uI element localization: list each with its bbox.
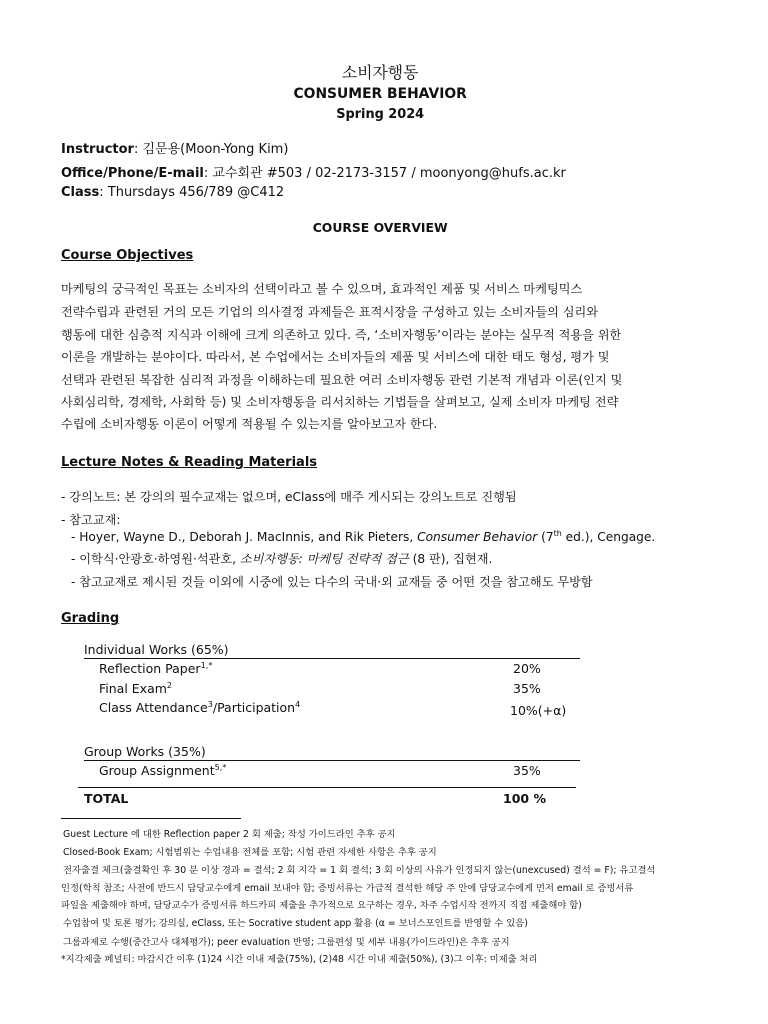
office-label: Office/Phone/E-mail: [61, 166, 204, 181]
grading-item-value: 35%: [513, 763, 541, 778]
group-underline: [84, 760, 580, 761]
group-works-label: Group Works (35%): [84, 744, 206, 759]
total-value: 100 %: [503, 791, 546, 806]
reference-publisher: ed.), Cengage.: [561, 530, 656, 544]
grading-item-label: Reflection Paper$^{1,*}$: [99, 659, 213, 676]
grading-item-label: Group Assignment$^{5,*}$: [99, 761, 227, 778]
grading-item-label: Final Exam$^2$: [99, 679, 173, 696]
footnote: 인정(학칙 참조; 사전에 반드시 담당교수에게 email 보내야 함; 증빙서류는 가급적 결석한 해당 주 안에 담당교수에게 먼저 email 로 증빙서류: [61, 883, 634, 894]
course-title-korean: 소비자행동: [341, 63, 419, 82]
course-title-english: CONSUMER BEHAVIOR: [293, 86, 467, 102]
instructor-label: Instructor: [61, 142, 134, 157]
instructor-line: [61, 138, 288, 157]
semester: Spring 2024: [336, 107, 425, 122]
footnote-separator: [61, 818, 241, 819]
instructor-value: : 김문용(Moon-Yong Kim): [133, 142, 289, 157]
individual-works-label: Individual Works (65%): [84, 642, 229, 657]
reference-item: - 참고교재로 제시된 것들 이외에 시중에 있는 다수의 국내·외 교재들 중 어떤 것을 참고해도 무방함: [71, 575, 593, 589]
course-objectives-heading: Course Objectives: [61, 248, 194, 263]
footnote: Closed-Book Exam; 시험범위는 수업내용 전체를 포함; 시험 관련 자세한 사항은 추후 공지: [63, 847, 437, 858]
objectives-line: 이론을 개발하는 분야이다. 따라서, 본 수업에서는 소비자들의 제품 및 서비스에 대한 태도 형성, 평가 및: [61, 350, 610, 364]
class-line: [61, 185, 284, 200]
reference-title: 소비자행동: 마케팅 전략적 접근: [239, 552, 409, 566]
reference-title: Consumer Behavior: [417, 530, 538, 544]
group-underline: [84, 658, 580, 659]
footnote: 파일을 제출해야 하며, 담당교수가 증빙서류 하드카피 제출을 추가적으로 요구하는 경우, 차주 수업시작 전까지 직접 제출해야 함): [61, 900, 582, 911]
objectives-line: 선택과 관련된 복잡한 심리적 과정을 이해하는데 필요한 여러 소비자행동 관련 기본적 개념과 이론(인지 및: [61, 373, 623, 387]
reference-item: [71, 530, 655, 544]
total-rule: [78, 787, 576, 788]
objectives-line: 전략수립과 관련된 거의 모든 기업의 의사결정 과제들은 표적시장을 구성하고 있는 소비자들의 심리와: [61, 305, 599, 319]
footnote: 그룹과제로 수행(중간고사 대체평가); peer evaluation 반영; 그룹편성 및 세부 내용(가이드라인)은 추후 공지: [63, 937, 510, 948]
grading-heading: Grading: [61, 611, 120, 626]
objectives-line: 수립에 소비자행동 이론이 어떻게 적용될 수 있는지를 알아보고자 한다.: [61, 417, 438, 431]
reference-item: [71, 550, 492, 567]
reference-authors: - 이학식·안광호·하영원·석관호,: [71, 552, 240, 566]
footnote: 전자출결 체크(출결확인 후 30 분 이상 경과 = 결석; 2 회 지각 = 1 회 결석; 3 회 이상의 사유가 인정되지 않는(unexcused) 결석 = F); 유고결석: [63, 865, 656, 876]
objectives-line: 행동에 대한 심층적 지식과 이해에 크게 의존하고 있다. 즉, ‘소비자행동’이라는 분야는 실무적 적용을 위한: [61, 328, 622, 342]
materials-heading: Lecture Notes & Reading Materials: [61, 455, 318, 470]
reference-edition-sup: th: [553, 528, 562, 538]
grading-item-value: 10%(+α): [510, 703, 567, 718]
grading-item-value: 20%: [513, 661, 541, 676]
grading-item-value: 35%: [513, 681, 541, 696]
class-label: Class: [61, 185, 100, 200]
footnote: 수업참여 및 토론 평가; 강의실, eClass, 또는 Socrative student app 활용 (α = 보너스포인트를 반영할 수 있음): [63, 918, 528, 929]
lecture-note-item: - 강의노트: 본 강의의 필수교재는 없으며, eClass에 매주 게시되는 강의노트로 진행됨: [61, 490, 517, 504]
grading-item-label: Class Attendance$^3$/Participation$^4$: [99, 698, 301, 715]
office-value: : 교수회관 #503 / 02-2173-3157 / moonyong@hufs.ac.kr: [203, 166, 566, 181]
reference-authors: - Hoyer, Wayne D., Deborah J. MacInnis, and Rik Pieters,: [71, 530, 418, 544]
objectives-line: 사회심리학, 경제학, 사회학 등) 및 소비자행동을 리서치하는 기법들을 살펴보고, 실제 소비자 마케팅 전략: [61, 395, 619, 409]
reference-edition: (7: [537, 530, 554, 544]
course-overview-heading: COURSE OVERVIEW: [312, 220, 448, 235]
total-label: TOTAL: [84, 791, 129, 806]
footnote: *지각제출 페널티: 마감시간 이후 (1)24 시간 이내 제출(75%), (2)48 시간 이내 제출(50%), (3)그 이후: 미제출 처리: [61, 954, 538, 965]
footnote: Guest Lecture 에 대한 Reflection paper 2 회 제출; 작성 가이드라인 추후 공지: [63, 829, 396, 840]
objectives-line: 마케팅의 궁극적인 목표는 소비자의 선택이라고 볼 수 있으며, 효과적인 제품 및 서비스 마케팅믹스: [61, 282, 583, 296]
class-value: : Thursdays 456/789 @C412: [99, 185, 285, 200]
references-label: - 참고교재:: [61, 513, 121, 527]
reference-publisher: (8 판), 집현재.: [408, 552, 493, 566]
office-line: [61, 162, 566, 181]
